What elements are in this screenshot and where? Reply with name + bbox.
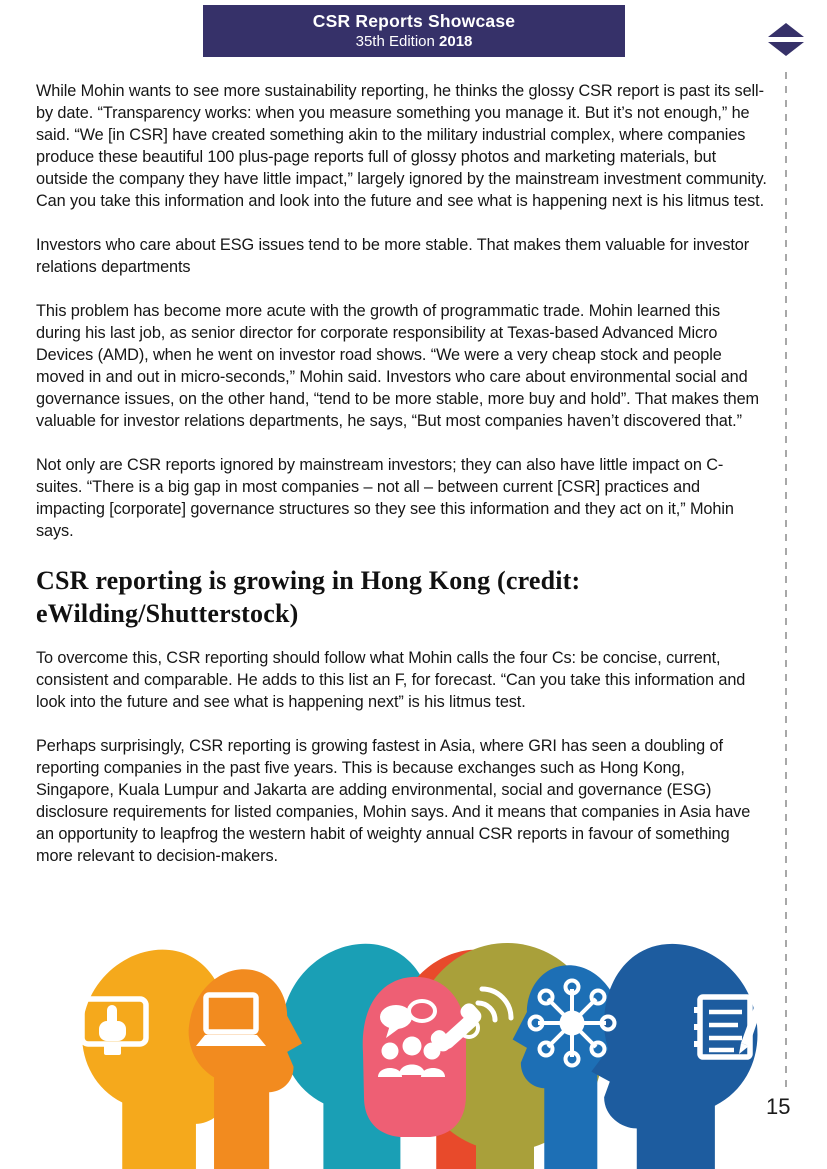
paragraph: This problem has become more acute with the growth of programmatic trade. Mohin learned this during his last job, as senior director for corporate responsibility at Texas-based Advanced Micro Devices (AMD), when he went on investor road shows. “We were a very cheap stock and people moved in and out in micro-seconds,” Mohin said. Investors who care about environmental social and governance issues, on the other hand, “tend to be more stable, more buy and hold”. That makes them valuable for investor relations departments, he says, “But most companies haven’t discovered that.”: [36, 302, 759, 430]
article-body: [36, 80, 767, 889]
paragraph: Perhaps surprisingly, CSR reporting is growing fastest in Asia, where GRI has seen a doubling of reporting companies in the past five years. This is because exchanges such as Hong Kong, Singapore, Kuala Lumpur and Jakarta are adding environmental, social and governance (ESG) disclosure requirements for listed companies, Mohin says. And it means that companies in Asia have an opportunity to leapfrog the western habit of weighty annual CSR reports in favour of something more relevant to decision-makers.: [36, 737, 751, 865]
paragraph: While Mohin wants to see more sustainability reporting, he thinks the glossy CSR report is past its sell-by date. “Transparency works: when you measure something you manage it. But it’s not enough,” he said. “We [in CSR] have created something akin to the military industrial complex, where companies produce these beautiful 100 plus-page reports full of glossy photos and marketing materials, but outside the company they have little impact,” largely ignored by the mainstream investment community. Can you take this information and look into the future and see what is happening next is his litmus test.: [36, 82, 767, 210]
head-silhouette-olive-neck: [476, 1115, 534, 1169]
paragraph: Investors who care about ESG issues tend to be more stable. That makes them valuable for investor relations departments: [36, 236, 750, 276]
paragraph: To overcome this, CSR reporting should follow what Mohin calls the four Cs: be concise, current, consistent and comparable. He adds to this list an F, for forecast. “Can you take this information and look into the future and see what is happening next” is his litmus test.: [36, 649, 746, 711]
header-edition: 35th Edition 2018: [355, 32, 473, 50]
header-banner: [203, 5, 625, 57]
network-icon: [530, 981, 615, 1066]
section-heading: CSR reporting is growing in Hong Kong (credit: eWilding/Shutterstock): [36, 566, 581, 628]
header-year: 2018: [439, 32, 473, 50]
dashed-divider: [780, 72, 790, 1092]
header-title: CSR Reports Showcase: [312, 10, 516, 31]
paragraph: Not only are CSR reports ignored by mainstream investors; they can also have little impact on C-suites. “There is a big gap in most companies – not all – between current [CSR] practices and impacting [corporate] governance structures so they see this information and they act on it,” Mohin says.: [36, 456, 734, 540]
page-number: 15: [766, 1094, 791, 1119]
diamond-icon: [768, 23, 804, 57]
communication-heads-illustration: [60, 935, 763, 1169]
